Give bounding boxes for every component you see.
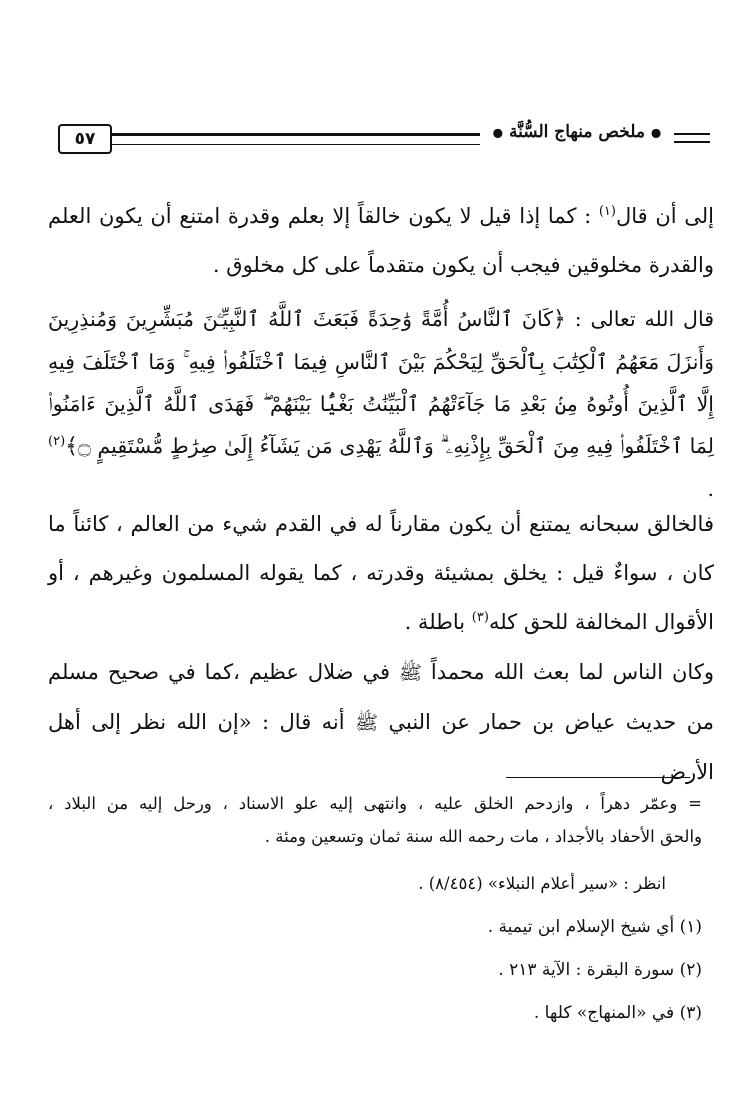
footnote-1: (١) أي شيخ الإسلام ابن تيمية . [487,917,702,937]
paragraph-4 [48,648,714,797]
verse-close-brace: ﴾ [65,434,79,459]
footnote-separator [506,777,690,778]
bullet-icon: ● [492,125,504,140]
running-title [488,122,666,142]
paragraph-2-quran-citation [48,298,714,510]
paragraph-text: : كما إذا قيل لا يكون خالقاً إلا بعلم وقدرة امتنع أن يكون العلم والقدرة مخلوقين فيجب أن يكون متقدماً على كل مخلوق . [48,204,714,277]
paragraph-text: فالخالق سبحانه يمتنع أن يكون مقارناً له في القدم شيء من العالم ، كائناً ما كان ، سواءٌ قيل : يخلق بمشيئة وقدرته ، كما يقوله المسلمون وغيرهم ، أو الأقوال المخالفة للحق كله [48,512,714,634]
footnote-continuation-source: انظر : «سير أعلام النبلاء» (٨/٤٥٤) . [418,874,666,893]
verse-intro: قال الله تعالى : [574,307,714,331]
paragraph-3 [48,500,714,647]
footnote-3: (٣) في «المنهاج» كلها . [533,1003,702,1023]
salawat-icon: ﷺ [355,712,379,734]
page-number: ٥٧ [58,124,112,154]
verse-end: . [707,477,714,501]
bullet-icon: ● [650,125,662,140]
footnote-continuation-line-2: والحق الأحفاد بالأجداد ، مات رحمه الله سنة ثمان وتسعين ومئة . [264,827,702,846]
header-rule-left [110,133,480,145]
header-rule-right [674,133,710,143]
paragraph-text: باطلة . [404,610,466,634]
salawat-icon: ﷺ [398,662,422,684]
paragraph-text: وكان الناس لما بعث الله محمداً [430,660,714,684]
paragraph-1 [48,192,714,290]
running-title-text: ملخص منهاج السُّنَّة [509,122,645,142]
ayah-end-marker-icon: ۝ [78,434,91,459]
paragraph-text: أنه قال : «إن الله نظر إلى أهل الأرض [48,710,714,784]
paragraph-text: إلى أن قال [615,204,714,228]
page-header [50,118,710,156]
footnote-ref-1[interactable]: (١) [598,204,616,219]
quran-verse: كَانَ ٱلنَّاسُ أُمَّةً وَٰحِدَةً فَبَعَثَ ٱللَّهُ ٱلنَّبِيِّـۧنَ مُبَشِّرِينَ وَمُنذِرِينَ وَأَنزَلَ مَعَهُمُ ٱلْكِتَٰبَ بِٱلْحَقِّ لِيَحْكُمَ بَيْنَ ٱلنَّاسِ فِيمَا ٱخْتَلَفُوا۟ فِيهِ ۚ وَمَا ٱخْتَلَفَ فِيهِ إِلَّا ٱلَّذِينَ أُوتُوهُ مِنۢ بَعْدِ مَا جَآءَتْهُمُ ٱلْبَيِّنَٰتُ بَغْيًۢا بَيْنَهُمْ ۖ فَهَدَى ٱللَّهُ ٱلَّذِينَ ءَامَنُوا۟ لِمَا ٱخْتَلَفُوا۟ فِيهِ مِنَ ٱلْحَقِّ بِإِذْنِهِۦ ۗ وَٱللَّهُ يَهْدِى مَن يَشَآءُ إِلَىٰ صِرَٰطٍ مُّسْتَقِيمٍ [48,307,714,458]
paragraph-text: في ضلال عظيم ،كما في صحيح مسلم من حديث عياض بن حمار عن النبي [48,660,714,734]
footnote-continuation-line-1: = وعمّر دهراً ، وازدحم الخلق عليه ، وانتهى إليه علو الاسناد ، ورحل إليه من البلاد ، [48,794,702,813]
footnote-2: (٢) سورة البقرة : الآية ٢١٣ . [498,960,702,980]
footnote-ref-3[interactable]: (٣) [471,610,489,625]
verse-open-brace: ﴿ [552,307,566,332]
footnote-ref-2[interactable]: (٢) [48,434,66,450]
